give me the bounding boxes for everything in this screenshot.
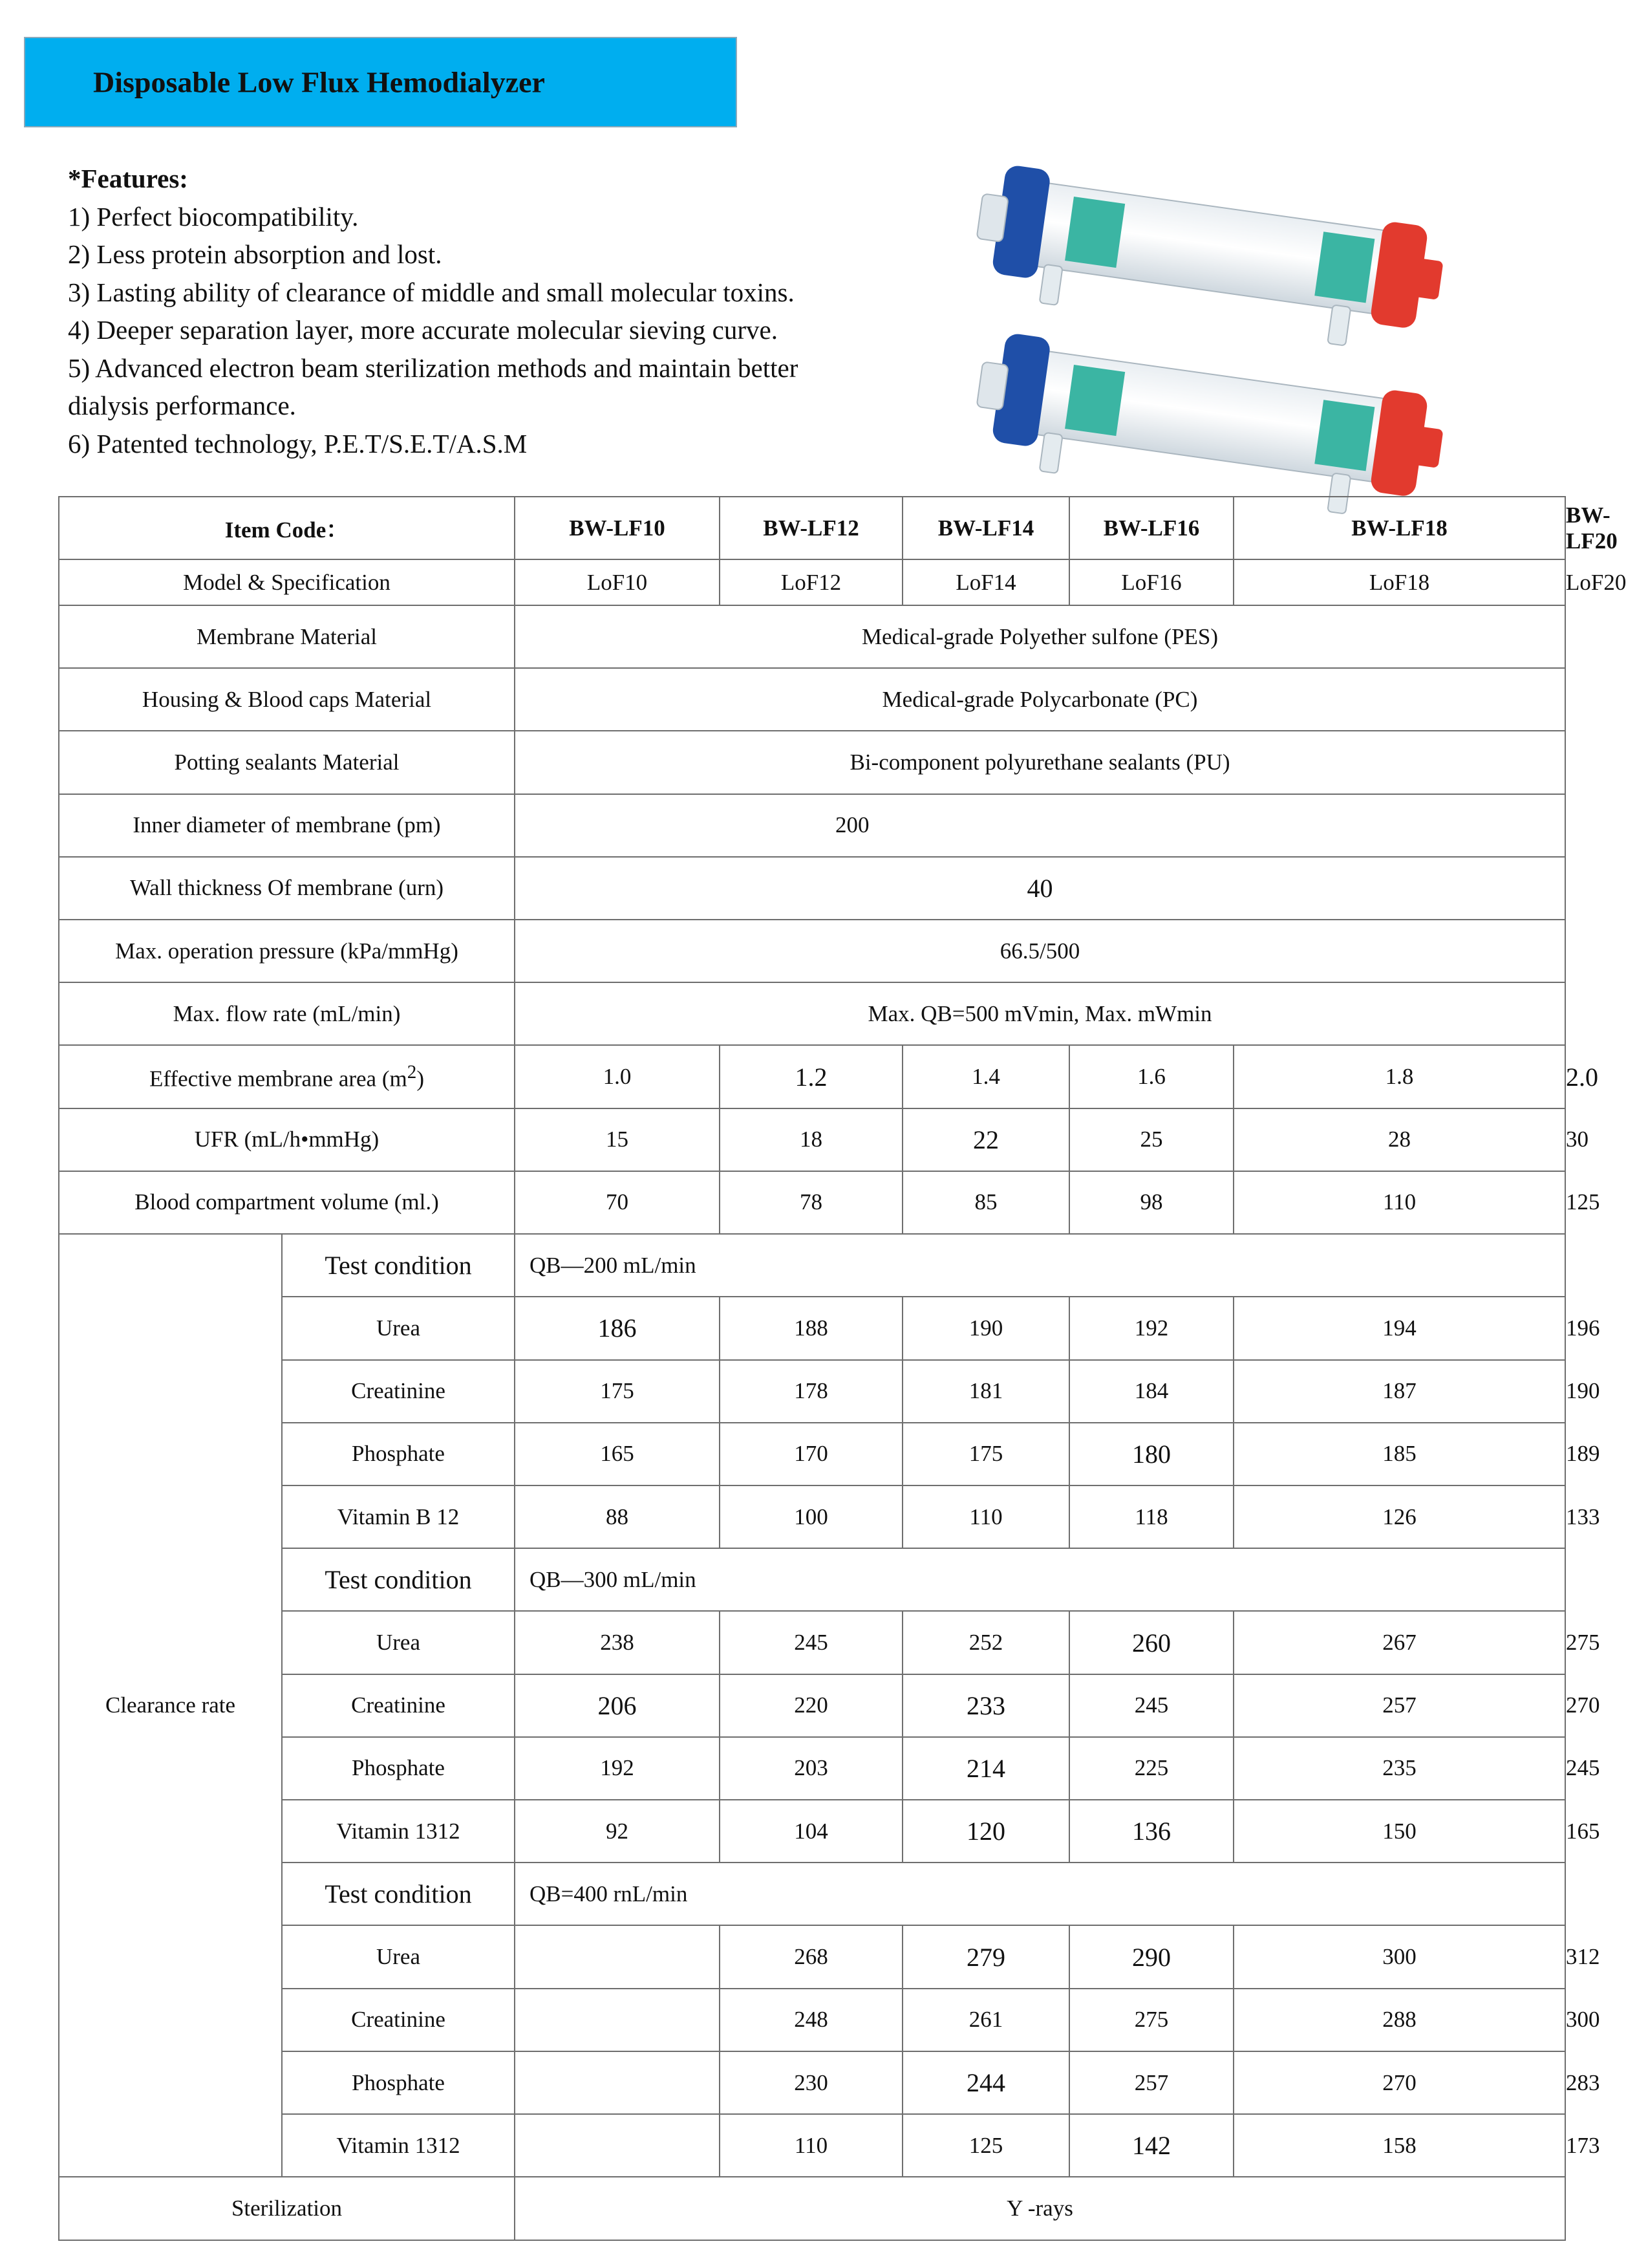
features-list — [68, 160, 908, 462]
solute-name: Vitamin 1312 — [282, 2114, 515, 2177]
cell: 290 — [1069, 1925, 1234, 1988]
cell: 220 — [720, 1674, 903, 1737]
cell: 244 — [903, 2051, 1069, 2114]
item-code: BW-LF14 — [903, 497, 1069, 559]
row-label: Potting sealants Material — [59, 731, 515, 794]
solute-name: Urea — [282, 1925, 515, 1988]
cell: 257 — [1234, 1674, 1565, 1737]
table-row: Creatinine 206 220 233 245 257 270 — [59, 1674, 1565, 1737]
table-row: Urea 186 188 190 192 194 196 — [59, 1297, 1565, 1359]
solute-name: Creatinine — [282, 1674, 515, 1737]
cell: 125 — [903, 2114, 1069, 2177]
table-row — [59, 1234, 1565, 1297]
cell: 185 — [1234, 1423, 1565, 1485]
row-label: UFR (mL/h•mmHg) — [59, 1108, 515, 1171]
cell: 192 — [515, 1737, 720, 1800]
cell: 268 — [720, 1925, 903, 1988]
cell: Bi-component polyurethane sealants (PU) — [515, 731, 1565, 794]
features-heading: *Features: — [68, 164, 188, 193]
cell: 261 — [903, 1989, 1069, 2051]
cell: Medical-grade Polyether sulfone (PES) — [515, 605, 1565, 668]
item-code: BW-LF10 — [515, 497, 720, 559]
feature-item: 6) Patented technology, P.E.T/S.E.T/A.S.M — [68, 428, 528, 459]
table-row: Urea 268 279 290 300 312 — [59, 1925, 1565, 1988]
solute-name: Creatinine — [282, 1989, 515, 2051]
solute-name: Creatinine — [282, 1360, 515, 1423]
cell: LoF16 — [1069, 559, 1234, 605]
cell: 110 — [720, 2114, 903, 2177]
cell: Medical-grade Polycarbonate (PC) — [515, 668, 1565, 731]
cell: 170 — [720, 1423, 903, 1485]
cell: 190 — [903, 1297, 1069, 1359]
feature-item: dialysis performance. — [68, 391, 296, 420]
row-label: Max. operation pressure (kPa/mmHg) — [59, 920, 515, 982]
feature-item: 4) Deeper separation layer, more accurate molecular sieving curve. — [68, 315, 778, 345]
cell: 100 — [720, 1485, 903, 1548]
table-row — [59, 982, 1565, 1045]
row-label: Inner diameter of membrane (pm) — [59, 794, 515, 857]
page-title: Disposable Low Flux Hemodialyzer — [93, 65, 545, 99]
item-code: BW-LF12 — [720, 497, 903, 559]
feature-item: 1) Perfect biocompatibility. — [68, 201, 359, 232]
cell — [515, 1989, 720, 2051]
cell — [515, 2051, 720, 2114]
cell: 142 — [1069, 2114, 1234, 2177]
cell: 192 — [1069, 1297, 1234, 1359]
cell: 252 — [903, 1611, 1069, 1674]
cell: 40 — [515, 857, 1565, 920]
cell: 28 — [1234, 1108, 1565, 1171]
cell: 25 — [1069, 1108, 1234, 1171]
feature-item: 2) Less protein absorption and lost. — [68, 239, 442, 269]
cell: 214 — [903, 1737, 1069, 1800]
table-row: Effective membrane area $(m^2)$ 1.0 1.2 1.4 1.6 1.8 2.0 — [59, 1045, 1565, 1108]
cell: LoF18 — [1234, 559, 1565, 605]
cell: 245 — [720, 1611, 903, 1674]
cell: 184 — [1069, 1360, 1234, 1423]
cell: 187 — [1234, 1360, 1565, 1423]
item-code: BW-LF16 — [1069, 497, 1234, 559]
cell: 22 — [903, 1108, 1069, 1171]
item-code-label: Item Code： — [59, 497, 515, 559]
cell: 1.4 — [903, 1045, 1069, 1108]
area-label-main: Effective membrane area (m — [149, 1066, 407, 1092]
table-row: Creatinine 248 261 275 288 300 — [59, 1989, 1565, 2051]
cell: 203 — [720, 1737, 903, 1800]
cell: 126 — [1234, 1485, 1565, 1548]
table-row — [59, 1548, 1565, 1611]
cell: 181 — [903, 1360, 1069, 1423]
table-row: Vitamin B 12 88 100 110 118 126 133 — [59, 1485, 1565, 1548]
table-row — [59, 2177, 1565, 2240]
cell: 104 — [720, 1800, 903, 1863]
cell: 245 — [1069, 1674, 1234, 1737]
solute-name: Phosphate — [282, 1423, 515, 1485]
table-row: Creatinine 175 178 181 184 187 190 — [59, 1360, 1565, 1423]
title-banner — [24, 37, 737, 127]
cell: 267 — [1234, 1611, 1565, 1674]
table-row — [59, 1863, 1565, 1925]
cell: 85 — [903, 1171, 1069, 1234]
cell: 288 — [1234, 1989, 1565, 2051]
cell: 118 — [1069, 1485, 1234, 1548]
table-row — [59, 857, 1565, 920]
cell: 235 — [1234, 1737, 1565, 1800]
cell: 78 — [720, 1171, 903, 1234]
table-row: Urea 238 245 252 260 267 275 — [59, 1611, 1565, 1674]
cell: 233 — [903, 1674, 1069, 1737]
cell: 98 — [1069, 1171, 1234, 1234]
area-label-end: ) — [416, 1066, 424, 1092]
cell: 120 — [903, 1800, 1069, 1863]
table-row: Vitamin 1312 110 125 142 158 173 — [59, 2114, 1565, 2177]
test-condition-label: Test condition — [282, 1548, 515, 1611]
cell: 238 — [515, 1611, 720, 1674]
cell: 270 — [1234, 2051, 1565, 2114]
cell: 279 — [903, 1925, 1069, 1988]
dialyzer-1 — [969, 162, 1449, 358]
table-row — [59, 731, 1565, 794]
cell: 110 — [1234, 1171, 1565, 1234]
cell: 88 — [515, 1485, 720, 1548]
feature-item: 3) Lasting ability of clearance of middle and small molecular toxins. — [68, 277, 795, 307]
cell: 206 — [515, 1674, 720, 1737]
cell: 194 — [1234, 1297, 1565, 1359]
cell: 257 — [1069, 2051, 1234, 2114]
row-label: Membrane Material — [59, 605, 515, 668]
cell: 300 — [1234, 1925, 1565, 1988]
cell: 92 — [515, 1800, 720, 1863]
cell: 1.8 — [1234, 1045, 1565, 1108]
cell: LoF10 — [515, 559, 720, 605]
cell: 248 — [720, 1989, 903, 2051]
clearance-rate-label: Clearance rate — [59, 1234, 282, 2177]
row-label: Sterilization — [59, 2177, 515, 2240]
cell: 165 — [515, 1423, 720, 1485]
cell: 200 — [515, 794, 1565, 857]
cell: 260 — [1069, 1611, 1234, 1674]
row-label: Blood compartment volume (ml.) — [59, 1171, 515, 1234]
table-row: Item Code： BW-LF10 BW-LF12 BW-LF14 BW-LF16 BW-LF18 BW-LF20 — [59, 497, 1565, 559]
cell: Y -rays — [515, 2177, 1565, 2240]
solute-name: Phosphate — [282, 2051, 515, 2114]
feature-item: 5) Advanced electron beam sterilization methods and maintain better — [68, 352, 798, 383]
area-label-sup: 2 — [407, 1061, 417, 1083]
solute-name: Phosphate — [282, 1737, 515, 1800]
cell: 178 — [720, 1360, 903, 1423]
table-row: Blood compartment volume (ml.) 70 78 85 98 110 125 — [59, 1171, 1565, 1234]
table-row: Vitamin 1312 92 104 120 136 150 165 — [59, 1800, 1565, 1863]
cell: 175 — [903, 1423, 1069, 1485]
cell: 1.6 — [1069, 1045, 1234, 1108]
hemodialyzer-product-image — [963, 129, 1442, 479]
row-label: Wall thickness Of membrane (urn) — [59, 857, 515, 920]
table-row — [59, 605, 1565, 668]
cell: 180 — [1069, 1423, 1234, 1485]
table-row: Model & Specification LoF10 LoF12 LoF14 LoF16 LoF18 LoF20 — [59, 559, 1565, 605]
cell: 275 — [1069, 1989, 1234, 2051]
cell: 1.2 — [720, 1045, 903, 1108]
cell: 18 — [720, 1108, 903, 1171]
cell — [515, 2114, 720, 2177]
cell: 175 — [515, 1360, 720, 1423]
cell: 15 — [515, 1108, 720, 1171]
cell: 150 — [1234, 1800, 1565, 1863]
cell: 158 — [1234, 2114, 1565, 2177]
specification-table — [58, 496, 1626, 2241]
table-row — [59, 920, 1565, 982]
test-condition-value: QB—200 mL/min — [515, 1234, 1565, 1297]
test-condition-value: QB—300 mL/min — [515, 1548, 1565, 1611]
cell: 136 — [1069, 1800, 1234, 1863]
cell: 225 — [1069, 1737, 1234, 1800]
cell: 110 — [903, 1485, 1069, 1548]
test-condition-label: Test condition — [282, 1863, 515, 1925]
row-label: Model & Specification — [59, 559, 515, 605]
table-row — [59, 668, 1565, 731]
cell: LoF14 — [903, 559, 1069, 605]
table-row: Phosphate 165 170 175 180 185 189 — [59, 1423, 1565, 1485]
cell: LoF12 — [720, 559, 903, 605]
table-row: Phosphate 192 203 214 225 235 245 — [59, 1737, 1565, 1800]
cell — [515, 1925, 720, 1988]
test-condition-label: Test condition — [282, 1234, 515, 1297]
solute-name: Vitamin B 12 — [282, 1485, 515, 1548]
table-row — [59, 794, 1565, 857]
solute-name: Urea — [282, 1611, 515, 1674]
cell: 188 — [720, 1297, 903, 1359]
row-label: Housing & Blood caps Material — [59, 668, 515, 731]
item-code: BW-LF18 — [1234, 497, 1565, 559]
cell: 186 — [515, 1297, 720, 1359]
solute-name: Vitamin 1312 — [282, 1800, 515, 1863]
cell: 66.5/500 — [515, 920, 1565, 982]
table-row: Phosphate 230 244 257 270 283 — [59, 2051, 1565, 2114]
table-row: UFR (mL/h•mmHg) 15 18 22 25 28 30 — [59, 1108, 1565, 1171]
row-label: Max. flow rate (mL/min) — [59, 982, 515, 1045]
cell: 70 — [515, 1171, 720, 1234]
test-condition-value: QB=400 rnL/min — [515, 1863, 1565, 1925]
cell: Max. QB=500 mVmin, Max. mWmin — [515, 982, 1565, 1045]
cell: 230 — [720, 2051, 903, 2114]
solute-name: Urea — [282, 1297, 515, 1359]
row-label — [59, 1045, 515, 1108]
cell: 1.0 — [515, 1045, 720, 1108]
